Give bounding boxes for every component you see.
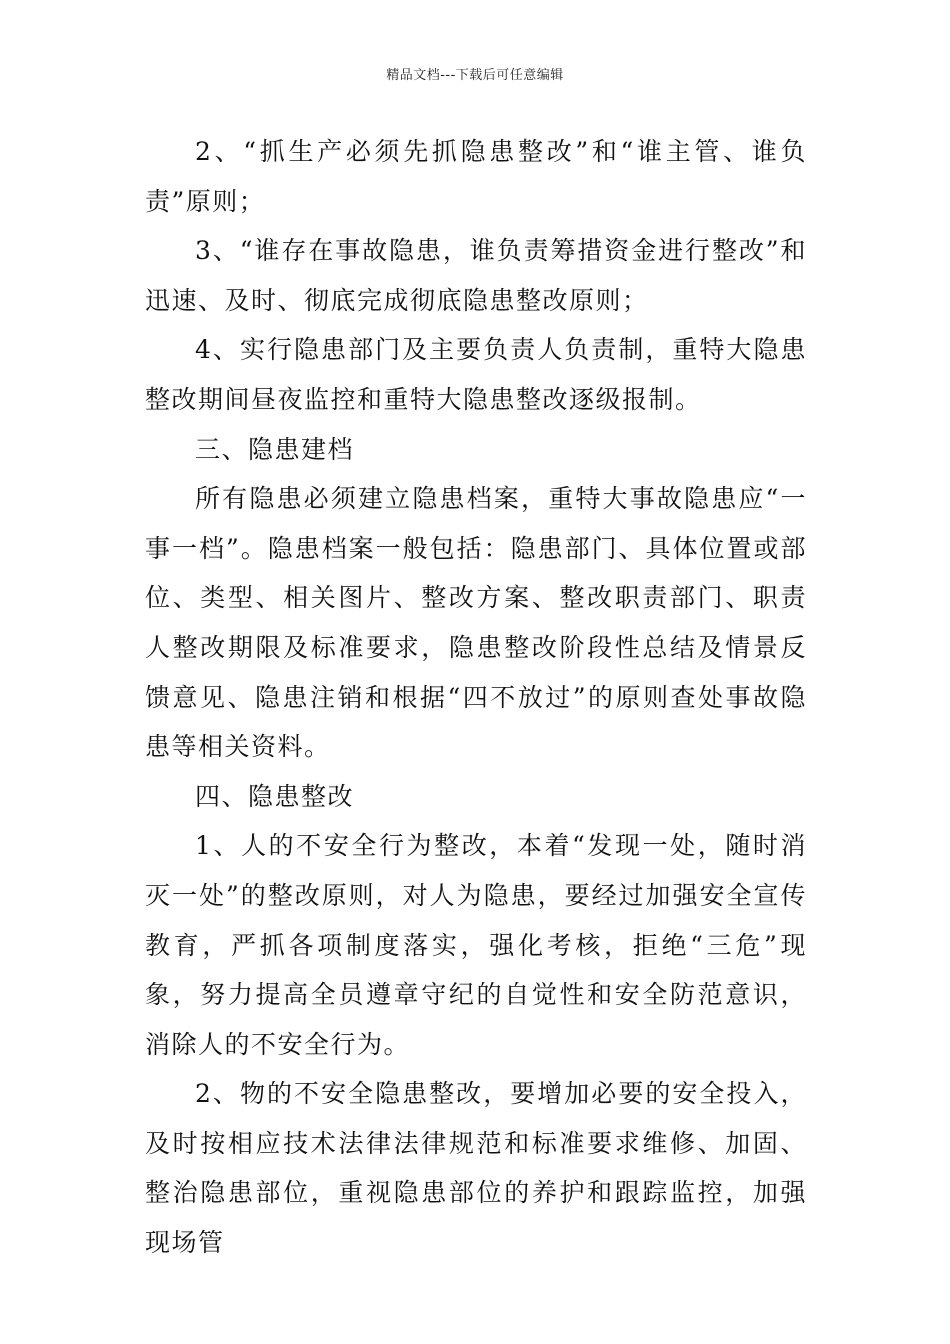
paragraph-rectification-2: 2、物的不安全隐患整改，要增加必要的安全投入，及时按相应技术法律法律规范和标准要求维修、加固、整治隐患部位，重视隐患部位的养护和跟踪监控，加强现场管	[145, 1079, 807, 1258]
section-heading-archiving: 三、隐患建档	[195, 434, 355, 464]
paragraph-principle-4: 4、实行隐患部门及主要负责人负责制，重特大隐患整改期间昼夜监控和重特大隐患整改逐级报制。	[145, 335, 807, 414]
section-heading-rectification: 四、隐患整改	[195, 781, 355, 811]
paragraph-rectification-1: 1、人的不安全行为整改，本着“发现一处，随时消灭一处”的整改原则，对人为隐患，要经过加强安全宣传教育，严抓各项制度落实，强化考核，拒绝“三危”现象，努力提高全员遵章守纪的自觉性和安全防范意识，消除人的不安全行为。	[145, 831, 807, 1059]
document-body	[145, 127, 807, 1268]
paragraph-archiving: 所有隐患必须建立隐患档案，重特大事故隐患应“一事一档”。隐患档案一般包括：隐患部门、具体位置或部位、类型、相关图片、整改方案、整改职责部门、职责人整改期限及标准要求，隐患整改阶段性总结及情景反馈意见、隐患注销和根据“四不放过”的原则查处事故隐患等相关资料。	[145, 484, 807, 762]
page-header: 精品文档---下载后可任意编辑	[386, 68, 564, 83]
paragraph-principle-3: 3、“谁存在事故隐患，谁负责筹措资金进行整改”和迅速、及时、彻底完成彻底隐患整改原则；	[145, 236, 807, 315]
paragraph-principle-2: 2、“抓生产必须先抓隐患整改”和“谁主管、谁负责”原则；	[145, 137, 807, 216]
